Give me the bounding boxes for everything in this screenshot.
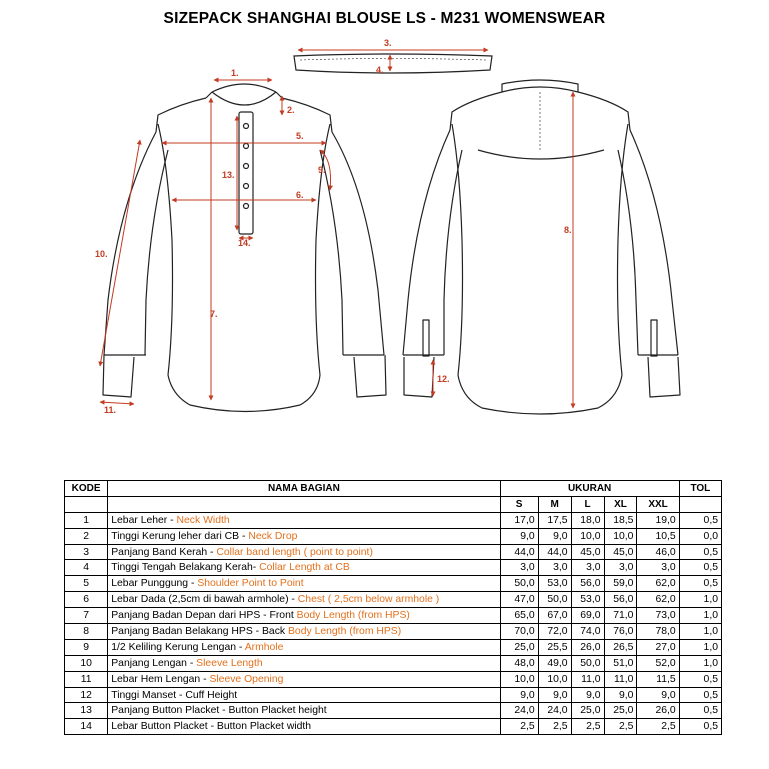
size-value-cell: 17,5 [538, 512, 571, 528]
part-name-en: Sleeve Length [196, 657, 263, 669]
size-value-cell: 11,0 [604, 671, 637, 687]
size-value-cell: 10,0 [500, 671, 538, 687]
size-value-cell: 2,5 [637, 719, 679, 735]
size-value-cell: 45,0 [571, 544, 604, 560]
part-name-id: Panjang Badan Belakang HPS - Back [111, 625, 288, 637]
measure-label-1: 1. [231, 68, 239, 78]
part-name-id: Lebar Punggung - [111, 578, 198, 590]
part-name-id: Panjang Button Placket - Button Placket height [111, 705, 327, 717]
nama-bagian-cell [108, 512, 500, 528]
size-value-cell: 9,0 [637, 687, 679, 703]
table-row [65, 512, 722, 528]
size-value-cell: 17,0 [500, 512, 538, 528]
part-name-id: Panjang Lengan - [111, 657, 197, 669]
part-name-id: Panjang Badan Depan dari HPS - Front [111, 610, 297, 622]
measure-label-5: 5. [296, 131, 304, 141]
size-value-cell: 52,0 [637, 655, 679, 671]
size-value-cell: 70,0 [500, 624, 538, 640]
size-value-cell: 25,0 [571, 703, 604, 719]
part-name-id: Lebar Leher - [111, 514, 177, 526]
size-value-cell: 3,0 [538, 560, 571, 576]
size-l: L [571, 496, 604, 512]
kode-cell: 2 [65, 528, 108, 544]
back-view-drawing [403, 80, 680, 414]
measure-label-10: 10. [95, 249, 108, 259]
size-s: S [500, 496, 538, 512]
tolerance-cell: 0,5 [679, 512, 721, 528]
measure-label-11: 11. [104, 405, 117, 415]
size-value-cell: 53,0 [571, 592, 604, 608]
size-value-cell: 69,0 [571, 608, 604, 624]
kode-cell: 8 [65, 624, 108, 640]
table-row [65, 671, 722, 687]
tolerance-cell: 0,5 [679, 576, 721, 592]
size-value-cell: 71,0 [604, 608, 637, 624]
measure-label-6: 6. [296, 190, 304, 200]
nama-bagian-cell [108, 576, 500, 592]
size-value-cell: 2,5 [571, 719, 604, 735]
tolerance-cell: 1,0 [679, 655, 721, 671]
table-row [65, 655, 722, 671]
nama-bagian-cell [108, 560, 500, 576]
size-value-cell: 18,5 [604, 512, 637, 528]
tolerance-cell: 0,5 [679, 719, 721, 735]
size-value-cell: 49,0 [538, 655, 571, 671]
size-value-cell: 10,0 [538, 671, 571, 687]
part-name-id: Tinggi Tengah Belakang Kerah- [111, 562, 260, 574]
size-value-cell: 56,0 [604, 592, 637, 608]
size-value-cell: 9,0 [500, 687, 538, 703]
size-header-row [65, 496, 722, 512]
size-value-cell: 26,0 [637, 703, 679, 719]
part-name-id: Tinggi Kerung leher dari CB - [111, 530, 249, 542]
size-value-cell: 25,5 [538, 639, 571, 655]
size-value-cell: 3,0 [500, 560, 538, 576]
tolerance-cell: 0,5 [679, 671, 721, 687]
measurement-labels [95, 38, 572, 415]
tolerance-cell: 1,0 [679, 608, 721, 624]
part-name-id: Lebar Dada (2,5cm di bawah armhole) - [111, 594, 298, 606]
header-nama-bagian: NAMA BAGIAN [108, 481, 500, 497]
kode-cell: 7 [65, 608, 108, 624]
collar-band-drawing [294, 54, 492, 73]
measure-label-7: 7. [210, 309, 218, 319]
table-row [65, 624, 722, 640]
tolerance-cell: 0,5 [679, 544, 721, 560]
size-value-cell: 51,0 [604, 655, 637, 671]
table-row [65, 703, 722, 719]
tolerance-cell: 0,0 [679, 528, 721, 544]
measure-label-8: 8. [564, 225, 572, 235]
table-row [65, 560, 722, 576]
kode-cell: 3 [65, 544, 108, 560]
size-value-cell: 24,0 [500, 703, 538, 719]
measure-label-2: 2. [287, 105, 295, 115]
kode-cell: 9 [65, 639, 108, 655]
size-xxl: XXL [637, 496, 679, 512]
part-name-en: Sleeve Opening [209, 673, 284, 685]
size-value-cell: 45,0 [604, 544, 637, 560]
size-value-cell: 44,0 [538, 544, 571, 560]
kode-cell: 14 [65, 719, 108, 735]
kode-cell: 6 [65, 592, 108, 608]
nama-bagian-cell [108, 528, 500, 544]
size-value-cell: 11,5 [637, 671, 679, 687]
size-value-cell: 9,0 [604, 687, 637, 703]
size-value-cell: 27,0 [637, 639, 679, 655]
table-header-row [65, 481, 722, 497]
size-value-cell: 3,0 [571, 560, 604, 576]
nama-bagian-cell [108, 655, 500, 671]
tolerance-cell: 0,5 [679, 687, 721, 703]
kode-cell: 13 [65, 703, 108, 719]
part-name-en: Body Length (from HPS) [288, 625, 402, 637]
table-row [65, 592, 722, 608]
size-value-cell: 50,0 [571, 655, 604, 671]
size-value-cell: 48,0 [500, 655, 538, 671]
part-name-en: Neck Width [176, 514, 230, 526]
part-name-en: Collar band length ( point to point) [216, 546, 373, 558]
nama-bagian-cell [108, 671, 500, 687]
part-name-en: Collar Length at CB [259, 562, 350, 574]
kode-cell: 12 [65, 687, 108, 703]
size-value-cell: 2,5 [500, 719, 538, 735]
kode-cell: 10 [65, 655, 108, 671]
nama-bagian-cell [108, 592, 500, 608]
size-value-cell: 10,0 [604, 528, 637, 544]
size-value-cell: 47,0 [500, 592, 538, 608]
part-name-en: Armhole [244, 641, 284, 653]
size-value-cell: 62,0 [637, 576, 679, 592]
part-name-id: 1/2 Keliling Kerung Lengan - [111, 641, 245, 653]
size-value-cell: 19,0 [637, 512, 679, 528]
part-name-id: Panjang Band Kerah - [111, 546, 217, 558]
size-value-cell: 3,0 [604, 560, 637, 576]
nama-bagian-cell [108, 624, 500, 640]
header-tol: TOL [679, 481, 721, 497]
size-value-cell: 9,0 [538, 528, 571, 544]
size-value-cell: 46,0 [637, 544, 679, 560]
size-value-cell: 10,0 [571, 528, 604, 544]
kode-cell: 11 [65, 671, 108, 687]
size-value-cell: 11,0 [571, 671, 604, 687]
size-value-cell: 65,0 [500, 608, 538, 624]
size-value-cell: 53,0 [538, 576, 571, 592]
nama-bagian-cell [108, 639, 500, 655]
part-name-id: Tinggi Manset - Cuff Height [111, 689, 238, 701]
table-row [65, 719, 722, 735]
table-row [65, 528, 722, 544]
size-value-cell: 73,0 [637, 608, 679, 624]
kode-cell: 5 [65, 576, 108, 592]
tolerance-cell: 1,0 [679, 592, 721, 608]
table-row [65, 639, 722, 655]
tolerance-cell: 1,0 [679, 624, 721, 640]
part-name-en: Chest ( 2,5cm below armhole ) [297, 594, 440, 606]
nama-bagian-cell [108, 608, 500, 624]
size-value-cell: 44,0 [500, 544, 538, 560]
size-value-cell: 59,0 [604, 576, 637, 592]
size-value-cell: 62,0 [637, 592, 679, 608]
size-value-cell: 76,0 [604, 624, 637, 640]
size-value-cell: 26,0 [571, 639, 604, 655]
size-value-cell: 2,5 [604, 719, 637, 735]
part-name-en: Shoulder Point to Point [197, 578, 304, 590]
size-value-cell: 78,0 [637, 624, 679, 640]
size-value-cell: 25,0 [604, 703, 637, 719]
measure-label-13: 13. [222, 170, 235, 180]
size-value-cell: 9,0 [500, 528, 538, 544]
table-row [65, 544, 722, 560]
size-value-cell: 3,0 [637, 560, 679, 576]
part-name-id: Lebar Button Placket - Button Placket width [111, 721, 312, 733]
size-value-cell: 2,5 [538, 719, 571, 735]
measure-label-12: 12. [437, 374, 450, 384]
nama-bagian-cell [108, 544, 500, 560]
nama-bagian-cell [108, 703, 500, 719]
size-value-cell: 9,0 [571, 687, 604, 703]
size-value-cell: 67,0 [538, 608, 571, 624]
size-value-cell: 24,0 [538, 703, 571, 719]
page-title: SIZEPACK SHANGHAI BLOUSE LS - M231 WOMENSWEAR [163, 10, 606, 27]
size-value-cell: 50,0 [500, 576, 538, 592]
header-kode: KODE [65, 481, 108, 497]
size-value-cell: 18,0 [571, 512, 604, 528]
tolerance-cell: 0,5 [679, 560, 721, 576]
part-name-en: Neck Drop [248, 530, 298, 542]
part-name-en: Body Length (from HPS) [296, 610, 410, 622]
size-value-cell: 56,0 [571, 576, 604, 592]
measure-label-3: 3. [384, 38, 392, 48]
size-xl: XL [604, 496, 637, 512]
header-ukuran: UKURAN [500, 481, 679, 497]
measure-label-4: 4. [376, 65, 384, 75]
tolerance-cell: 1,0 [679, 639, 721, 655]
size-value-cell: 74,0 [571, 624, 604, 640]
size-value-cell: 9,0 [538, 687, 571, 703]
table-row [65, 576, 722, 592]
size-value-cell: 50,0 [538, 592, 571, 608]
tolerance-cell: 0,5 [679, 703, 721, 719]
part-name-id: Lebar Hem Lengan - [111, 673, 210, 685]
size-value-cell: 72,0 [538, 624, 571, 640]
measure-label-9: 9. [318, 165, 326, 175]
size-value-cell: 26,5 [604, 639, 637, 655]
table-row [65, 608, 722, 624]
kode-cell: 4 [65, 560, 108, 576]
size-value-cell: 25,0 [500, 639, 538, 655]
kode-cell: 1 [65, 512, 108, 528]
table-row [65, 687, 722, 703]
size-m: M [538, 496, 571, 512]
measure-label-14: 14. [238, 238, 251, 248]
nama-bagian-cell [108, 719, 500, 735]
nama-bagian-cell [108, 687, 500, 703]
size-spec-table [64, 480, 722, 735]
table-body [65, 512, 722, 734]
size-value-cell: 10,5 [637, 528, 679, 544]
